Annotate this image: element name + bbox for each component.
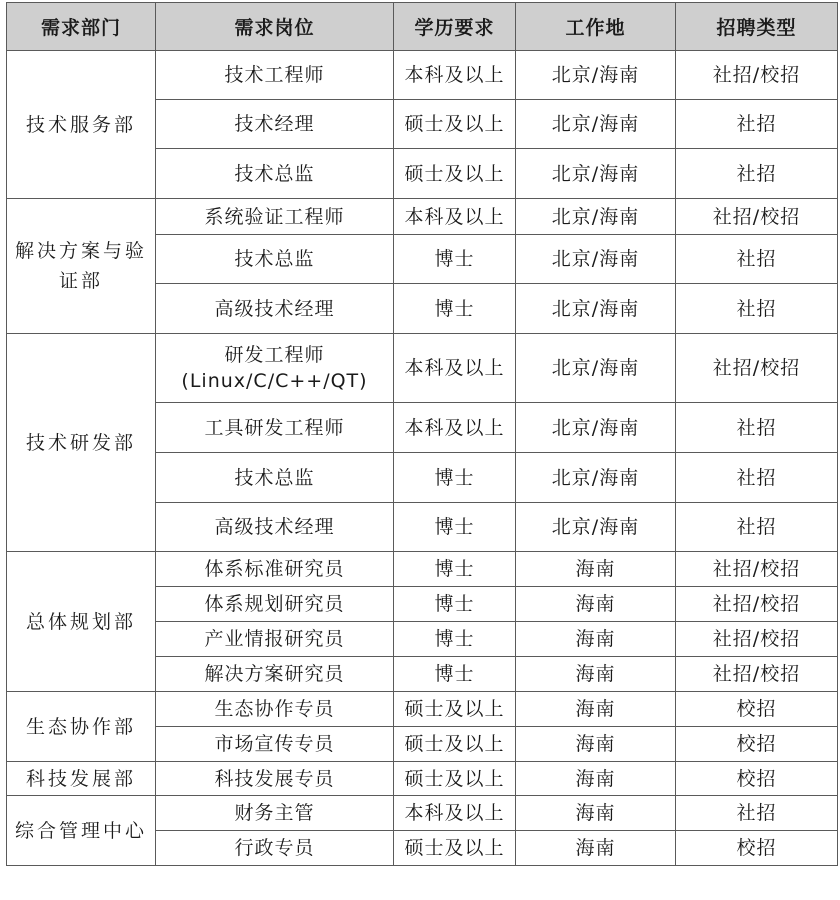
- position-text: 高级技术经理: [214, 297, 335, 320]
- education-cell: 硕士及以上: [394, 727, 516, 762]
- education-cell: 本科及以上: [394, 796, 516, 831]
- position-cell: [156, 727, 394, 762]
- recruit-type-cell: 校招: [676, 692, 838, 727]
- education-cell: 本科及以上: [394, 51, 516, 100]
- recruit-type-cell: 校招: [676, 831, 838, 866]
- education-cell: 本科及以上: [394, 334, 516, 403]
- recruit-type-cell: 社招: [676, 235, 838, 284]
- table-row: [7, 334, 838, 403]
- header-location: 工作地: [516, 3, 676, 51]
- position-text: 高级技术经理: [214, 516, 335, 538]
- education-cell: 博士: [394, 622, 516, 657]
- position-cell: [156, 552, 394, 587]
- location-cell: 北京/海南: [516, 334, 676, 403]
- department-cell: 综合管理中心: [7, 796, 156, 866]
- position-cell: [156, 796, 394, 831]
- department-cell: 生态协作部: [7, 692, 156, 762]
- education-cell: 博士: [394, 657, 516, 692]
- table-row: [7, 762, 838, 796]
- location-cell: 北京/海南: [516, 100, 676, 149]
- education-cell: 博士: [394, 235, 516, 284]
- department-cell: 总体规划部: [7, 552, 156, 692]
- recruit-type-cell: 校招: [676, 727, 838, 762]
- table-row: [7, 51, 838, 100]
- table-row: [7, 199, 838, 235]
- location-cell: 北京/海南: [516, 503, 676, 552]
- location-cell: 海南: [516, 831, 676, 866]
- department-cell: 科技发展部: [7, 762, 156, 796]
- position-cell: [156, 149, 394, 199]
- position-text: 研发工程师 (Linux/C/C++/QT): [181, 344, 368, 392]
- position-cell: [156, 284, 394, 334]
- position-text: 技术工程师: [224, 64, 325, 86]
- recruit-type-cell: 社招/校招: [676, 657, 838, 692]
- education-cell: 硕士及以上: [394, 692, 516, 727]
- header-education: 学历要求: [394, 3, 516, 51]
- location-cell: 海南: [516, 657, 676, 692]
- position-cell: [156, 831, 394, 866]
- location-cell: 海南: [516, 796, 676, 831]
- recruit-type-cell: 社招/校招: [676, 587, 838, 622]
- position-cell: [156, 657, 394, 692]
- position-cell: [156, 587, 394, 622]
- location-cell: 北京/海南: [516, 235, 676, 284]
- education-cell: 硕士及以上: [394, 100, 516, 149]
- position-text: 体系规划研究员: [204, 593, 345, 615]
- recruit-type-cell: 社招/校招: [676, 199, 838, 235]
- education-cell: 硕士及以上: [394, 831, 516, 866]
- position-text: 技术总监: [234, 248, 315, 270]
- location-cell: 北京/海南: [516, 51, 676, 100]
- education-cell: 博士: [394, 284, 516, 334]
- position-text: 行政专员: [234, 837, 315, 859]
- position-text: 体系标准研究员: [204, 558, 345, 580]
- header-position: 需求岗位: [156, 3, 394, 51]
- position-text: 产业情报研究员: [204, 628, 345, 650]
- header-department: 需求部门: [7, 3, 156, 51]
- recruit-type-cell: 社招: [676, 149, 838, 199]
- table-row: [7, 796, 838, 831]
- recruit-type-cell: 社招: [676, 796, 838, 831]
- recruit-type-cell: 社招: [676, 453, 838, 503]
- table-row: [7, 552, 838, 587]
- location-cell: 海南: [516, 552, 676, 587]
- position-cell: [156, 622, 394, 657]
- education-cell: 博士: [394, 552, 516, 587]
- department-cell: 解决方案与验证部: [7, 199, 156, 334]
- position-cell: [156, 453, 394, 503]
- location-cell: 北京/海南: [516, 199, 676, 235]
- recruit-type-cell: 社招: [676, 284, 838, 334]
- position-cell: [156, 100, 394, 149]
- table-row: [7, 692, 838, 727]
- position-cell: [156, 762, 394, 796]
- location-cell: 海南: [516, 762, 676, 796]
- position-cell: [156, 692, 394, 727]
- table-body: [7, 51, 838, 866]
- position-text: 市场宣传专员: [214, 733, 335, 755]
- position-text: 技术总监: [234, 466, 315, 489]
- position-text: 技术经理: [234, 113, 315, 135]
- recruit-type-cell: 社招/校招: [676, 334, 838, 403]
- location-cell: 北京/海南: [516, 149, 676, 199]
- location-cell: 北京/海南: [516, 453, 676, 503]
- recruit-type-cell: 社招: [676, 403, 838, 453]
- location-cell: 海南: [516, 622, 676, 657]
- recruitment-table-container: [6, 2, 837, 866]
- education-cell: 硕士及以上: [394, 762, 516, 796]
- department-cell: 技术研发部: [7, 334, 156, 552]
- education-cell: 本科及以上: [394, 403, 516, 453]
- location-cell: 海南: [516, 727, 676, 762]
- position-cell: [156, 503, 394, 552]
- position-text: 科技发展专员: [214, 767, 335, 790]
- department-cell: 技术服务部: [7, 51, 156, 199]
- position-text: 生态协作专员: [214, 698, 335, 720]
- education-cell: 博士: [394, 587, 516, 622]
- location-cell: 海南: [516, 587, 676, 622]
- position-text: 工具研发工程师: [204, 416, 345, 439]
- header-type: 招聘类型: [676, 3, 838, 51]
- education-cell: 本科及以上: [394, 199, 516, 235]
- location-cell: 北京/海南: [516, 284, 676, 334]
- recruit-type-cell: 社招: [676, 100, 838, 149]
- education-cell: 博士: [394, 453, 516, 503]
- position-text: 财务主管: [234, 802, 315, 824]
- header-row: [7, 3, 838, 51]
- position-cell: [156, 199, 394, 235]
- location-cell: 海南: [516, 692, 676, 727]
- position-cell: [156, 235, 394, 284]
- location-cell: 北京/海南: [516, 403, 676, 453]
- position-text: 解决方案研究员: [204, 663, 345, 685]
- recruitment-table: [6, 2, 838, 866]
- position-cell: [156, 403, 394, 453]
- recruit-type-cell: 社招: [676, 503, 838, 552]
- position-cell: [156, 51, 394, 100]
- recruit-type-cell: 社招/校招: [676, 622, 838, 657]
- position-text: 技术总监: [234, 162, 315, 185]
- position-text: 系统验证工程师: [204, 205, 345, 228]
- education-cell: 硕士及以上: [394, 149, 516, 199]
- recruit-type-cell: 社招/校招: [676, 552, 838, 587]
- recruit-type-cell: 校招: [676, 762, 838, 796]
- recruit-type-cell: 社招/校招: [676, 51, 838, 100]
- education-cell: 博士: [394, 503, 516, 552]
- position-cell: [156, 334, 394, 403]
